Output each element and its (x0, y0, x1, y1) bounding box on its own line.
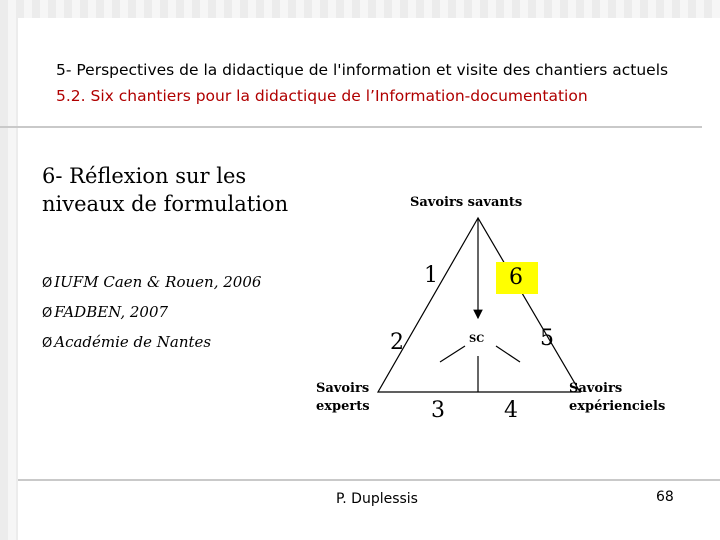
number-2: 2 (390, 330, 404, 355)
number-6: 6 (509, 265, 523, 290)
number-1: 1 (424, 263, 438, 288)
bullet-arrow-icon: Ø (42, 336, 53, 351)
footer-author: P. Duplessis (336, 491, 418, 507)
bullet-arrow-icon: Ø (42, 306, 53, 321)
number-4: 4 (504, 398, 518, 423)
section-title: 6- Réflexion sur les niveaux de formulation (42, 164, 289, 216)
line-center-right (496, 346, 520, 362)
label-savoirs-experienciels: Savoirs expérienciels (569, 381, 666, 414)
reference-text: IUFM Caen & Rouen, 2006 (54, 273, 262, 291)
number-3: 3 (431, 398, 445, 423)
reference-text: FADBEN, 2007 (54, 303, 169, 321)
triangle-outline (378, 218, 580, 392)
reference-text: Académie de Nantes (54, 333, 212, 351)
bullet-arrow-icon: Ø (42, 276, 53, 291)
label-center-sc: SC (469, 334, 485, 345)
label-savoirs-savants: Savoirs savants (410, 195, 523, 210)
line-center-left (440, 346, 465, 362)
number-5: 5 (540, 326, 554, 351)
footer-divider (18, 479, 720, 481)
slide-heading: 5- Perspectives de la didactique de l'information et visite des chantiers actuels (56, 61, 669, 79)
slide-subheading: 5.2. Six chantiers pour la didactique de l’Information-documentation (56, 87, 588, 105)
label-savoirs-experts: Savoirs experts (316, 381, 370, 414)
page-number: 68 (656, 489, 674, 505)
